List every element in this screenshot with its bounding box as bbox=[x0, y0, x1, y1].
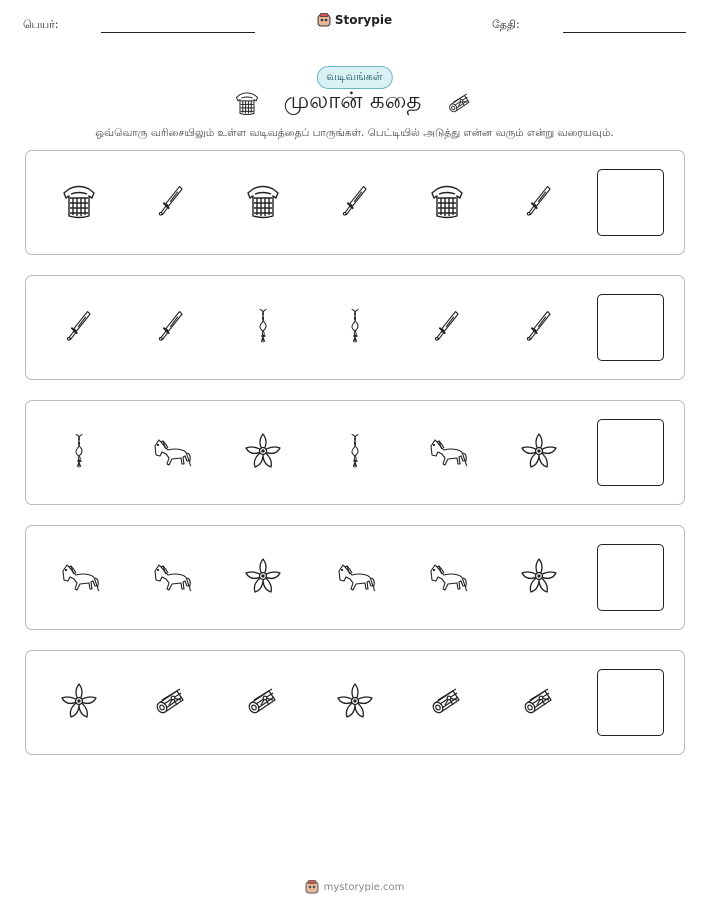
sword-icon bbox=[517, 179, 561, 223]
pattern-row-4 bbox=[25, 525, 685, 630]
answer-box[interactable] bbox=[597, 544, 664, 611]
scroll-icon bbox=[445, 89, 475, 117]
scroll-icon bbox=[517, 679, 561, 723]
flower-icon bbox=[333, 679, 377, 723]
footer-url[interactable]: mystorypie.com bbox=[323, 881, 405, 893]
sword-icon bbox=[149, 304, 193, 348]
instructions: ஒவ்வொரு வரிசையிலும் உள்ள வடிவத்தைப் பாருங்கள். பெட்டியில் அடுத்து என்ன வரும் என்று வரையவும். bbox=[95, 127, 614, 139]
flower-icon bbox=[241, 554, 285, 598]
horse-icon bbox=[149, 554, 193, 598]
storypie-mascot-icon bbox=[305, 880, 319, 894]
braid-icon bbox=[57, 429, 101, 473]
pattern-row-2 bbox=[25, 275, 685, 380]
horse-icon bbox=[57, 554, 101, 598]
brand-logo bbox=[0, 13, 709, 27]
flower-icon bbox=[517, 429, 561, 473]
name-line[interactable] bbox=[101, 32, 255, 33]
scroll-icon bbox=[425, 679, 469, 723]
sword-icon bbox=[333, 179, 377, 223]
armor-icon bbox=[234, 89, 260, 117]
armor-icon bbox=[57, 179, 101, 223]
answer-box[interactable] bbox=[597, 669, 664, 736]
name-label: பெயர்: bbox=[23, 18, 59, 31]
answer-box[interactable] bbox=[597, 294, 664, 361]
braid-icon bbox=[333, 304, 377, 348]
armor-icon bbox=[241, 179, 285, 223]
braid-icon bbox=[333, 429, 377, 473]
page-title: முலான் கதை bbox=[283, 88, 422, 114]
date-line[interactable] bbox=[563, 32, 686, 33]
horse-icon bbox=[149, 429, 193, 473]
sword-icon bbox=[57, 304, 101, 348]
flower-icon bbox=[517, 554, 561, 598]
flower-icon bbox=[241, 429, 285, 473]
pattern-row-5 bbox=[25, 650, 685, 755]
title-row bbox=[0, 88, 709, 117]
sword-icon bbox=[149, 179, 193, 223]
flower-icon bbox=[57, 679, 101, 723]
footer bbox=[0, 880, 709, 894]
storypie-mascot-icon bbox=[317, 13, 331, 27]
armor-icon bbox=[425, 179, 469, 223]
category-badge: வடிவங்கள் bbox=[316, 66, 392, 89]
braid-icon bbox=[241, 304, 285, 348]
answer-box[interactable] bbox=[597, 419, 664, 486]
pattern-row-1 bbox=[25, 150, 685, 255]
date-label: தேதி: bbox=[492, 18, 520, 31]
sword-icon bbox=[517, 304, 561, 348]
pattern-row-3 bbox=[25, 400, 685, 505]
scroll-icon bbox=[149, 679, 193, 723]
answer-box[interactable] bbox=[597, 169, 664, 236]
scroll-icon bbox=[241, 679, 285, 723]
horse-icon bbox=[333, 554, 377, 598]
brand-name: Storypie bbox=[334, 13, 393, 27]
horse-icon bbox=[425, 429, 469, 473]
horse-icon bbox=[425, 554, 469, 598]
sword-icon bbox=[425, 304, 469, 348]
